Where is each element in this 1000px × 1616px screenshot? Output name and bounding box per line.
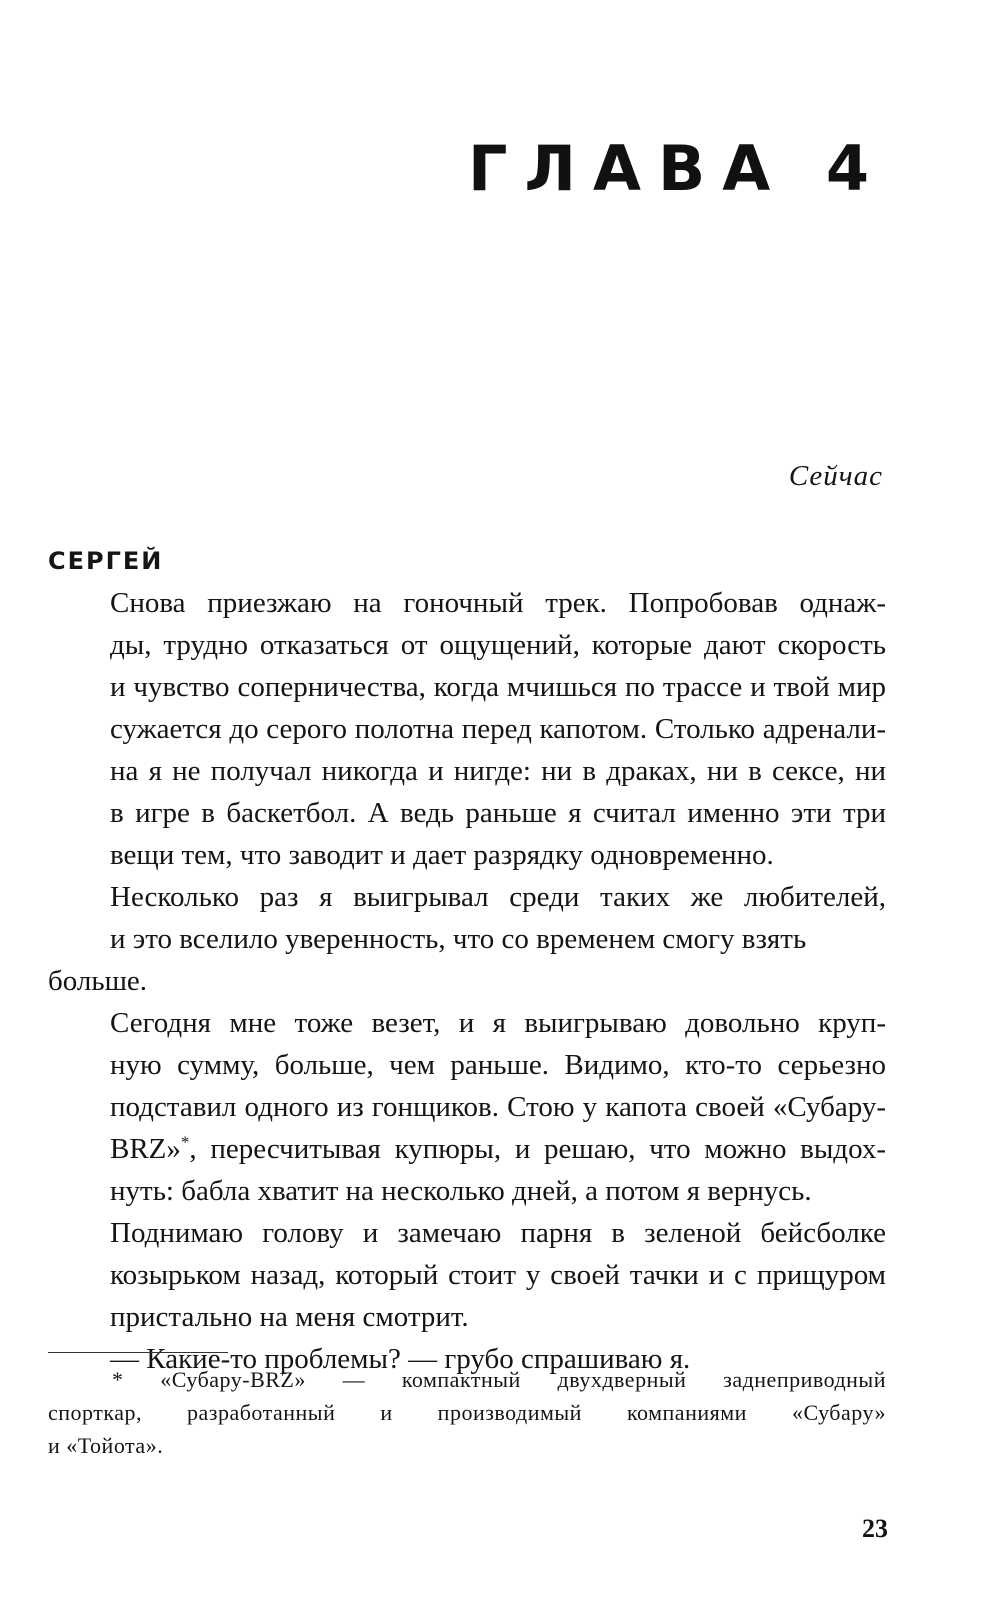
- footnote-line: и «Тойота».: [48, 1433, 164, 1458]
- footnote: [48, 1363, 886, 1462]
- chapter-title: ГЛАВА 4: [468, 132, 886, 205]
- paragraph-2: [48, 876, 886, 1002]
- text-line: Несколько раз я выигрывал среди таких же любителей,: [110, 881, 886, 913]
- text-segment: BRZ»: [110, 1133, 181, 1165]
- paragraph-1: [48, 582, 886, 876]
- text-line: и чувство соперничества, когда мчишься по трассе и твой мир: [110, 671, 886, 703]
- page-number: 23: [862, 1514, 888, 1543]
- text-line: и это вселило уверенность, что со временем смогу взять больше.: [48, 923, 807, 997]
- text-line: сужается до серого полотна перед капотом. Столько адренали-: [110, 713, 886, 745]
- text-line: козырьком назад, который стоит у своей тачки и с прищуром: [110, 1259, 886, 1291]
- paragraph-4: [48, 1212, 886, 1338]
- footnote-marker: *: [180, 1132, 190, 1152]
- text-line: Поднимаю голову и замечаю парня в зеленой бейсболке: [110, 1217, 886, 1249]
- dialogue-line: — Какие-то проблемы? — грубо спрашиваю я.: [110, 1343, 691, 1375]
- footnote-line: спорткар, разработанный и производимый компаниями «Субару»: [48, 1400, 886, 1425]
- text-line-with-note: [48, 1128, 886, 1170]
- text-line: ную сумму, больше, чем раньше. Видимо, кто-то серьезно: [110, 1049, 886, 1081]
- text-line: Сегодня мне тоже везет, и я выигрываю довольно круп-: [110, 1007, 886, 1039]
- text-line: Снова приезжаю на гоночный трек. Попробовав однаж-: [110, 587, 886, 619]
- text-line: пристально на меня смотрит.: [110, 1301, 469, 1333]
- text-line: в игре в баскетбол. А ведь раньше я считал именно эти три: [110, 797, 886, 829]
- body-text: [48, 540, 886, 1380]
- text-line: подставил одного из гонщиков. Стою у капота своей «Субару-: [110, 1091, 886, 1123]
- text-line: вещи тем, что заводит и дает разрядку одновременно.: [110, 839, 774, 871]
- text-line: ды, трудно отказаться от ощущений, которые дают скорость: [110, 629, 886, 661]
- text-line: на я не получал никогда и нигде: ни в драках, ни в сексе, ни: [110, 755, 886, 787]
- footnote-line: * «Субару-BRZ» — компактный двухдверный заднеприводный: [112, 1367, 886, 1392]
- text-line: нуть: бабла хватит на несколько дней, а потом я вернусь.: [110, 1175, 812, 1207]
- speaker-name: СЕРГЕЙ: [48, 547, 164, 575]
- text-segment: , пересчитывая купюры, и решаю, что можно выдох-: [189, 1133, 886, 1165]
- footnote-divider: [48, 1352, 228, 1353]
- paragraph-3: [48, 1002, 886, 1212]
- time-label: Сейчас: [788, 460, 883, 492]
